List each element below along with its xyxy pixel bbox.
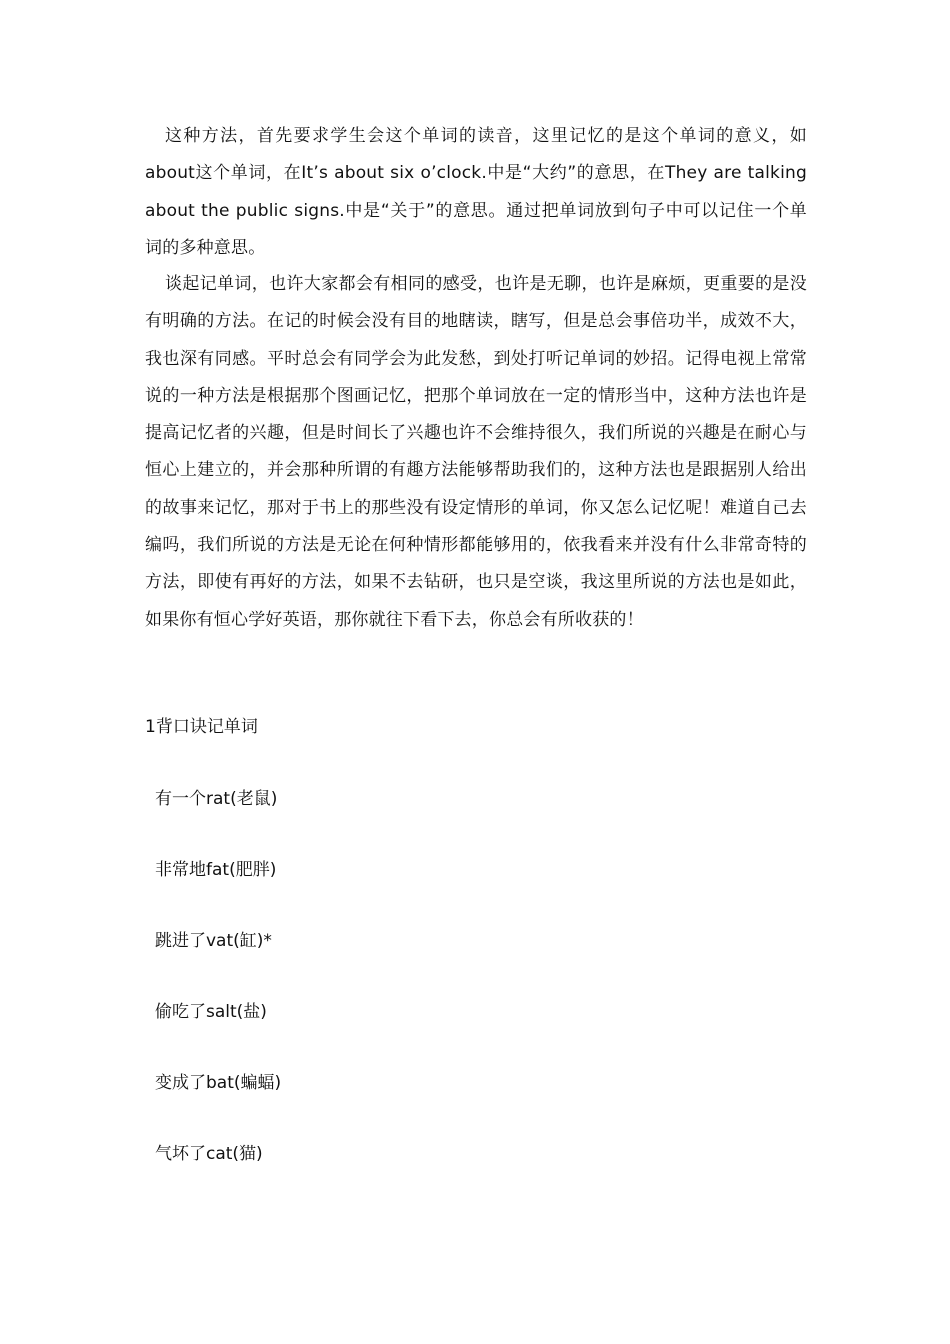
rhyme-line: 非常地fat(肥胖) (155, 860, 277, 880)
rhyme-line: 偷吃了salt(盐) (155, 1002, 267, 1022)
section-heading: 1背口诀记单词 (145, 717, 258, 737)
paragraph-memorization-discussion: 谈起记单词，也许大家都会有相同的感受，也许是无聊，也许是麻烦，更重要的是没有明确的方法。在记的时候会没有目的地瞎读，瞎写，但是总会事倍功半，成效不大，我也深有同感。平时总会有同学会为此发愁，到处打听记单词的妙招。记得电视上常常说的一种方法是根据那个图画记忆，把那个单词放在一定的情形当中，这种方法也许是提高记忆者的兴趣，但是时间长了兴趣也许不会维持很久，我们所说的兴趣是在耐心与恒心上建立的，并会那种所谓的有趣方法能够帮助我们的，这种方法也是跟据别人给出的故事来记忆，那对于书上的那些没有设定情形的单词，你又怎么记忆呢！难道自己去编吗，我们所说的方法是无论在何种情形都能够用的，依我看来并没有什么非常奇特的方法，即使有再好的方法，如果不去钻研，也只是空谈，我这里所说的方法也是如此，如果你有恒心学好英语，那你就往下看下去，你总会有所收获的！ (145, 274, 807, 630)
rhyme-line: 有一个rat(老鼠) (155, 789, 278, 809)
rhyme-line: 变成了bat(蝙蝠) (155, 1073, 282, 1093)
rhyme-line: 气坏了cat(猫) (155, 1144, 263, 1164)
rhyme-line: 跳进了vat(缸)* (155, 931, 272, 951)
paragraph-word-meaning-method: 这种方法，首先要求学生会这个单词的读音，这里记忆的是这个单词的意义，如about这个单词，在It’s about six o’clock.中是“大约”的意思，在They are talking about the public signs.中是“关于”的意思。通过把单词放到句子中可以记住一个单词的多种意思。 (145, 126, 807, 258)
